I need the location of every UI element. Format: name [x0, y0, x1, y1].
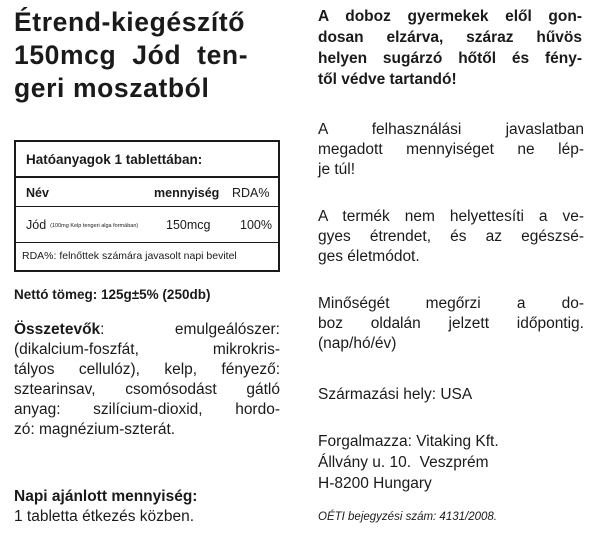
facts-divider	[16, 206, 278, 207]
dose-label: Napi ajánlott mennyiség:	[14, 488, 198, 505]
rda-footnote: RDA%: felnőttek számára javasolt napi bevitel	[22, 250, 237, 262]
facts-divider-bottom	[16, 242, 278, 243]
quality-line-1: Minőségét megőrzi a do-	[318, 295, 584, 312]
ingredients-block	[14, 320, 280, 440]
distributor-line-2: Állvány u. 10. Veszprém	[318, 454, 489, 471]
ingredients-line-6: zó: magnézium-szterát.	[14, 421, 176, 438]
column-header-name: Név	[26, 186, 49, 200]
product-title	[14, 6, 282, 105]
warning-line-3: helyen sugárzó hőtől és fény-	[318, 50, 582, 67]
ingredients-line-3: tályos cellulóz), kelp, fényező:	[14, 361, 280, 378]
facts-heading: Hatóanyagok 1 tablettában:	[26, 152, 203, 167]
ingredient-amount: 150mcg	[166, 218, 211, 232]
diet-line-3: ges életmódot.	[318, 248, 420, 265]
title-line-2: 150mcg Jód ten-	[14, 40, 249, 70]
storage-warning	[318, 6, 582, 90]
diet-line-2: gyes étrendet, és az egészsé-	[318, 228, 584, 245]
ingredients-text-1: : emulgeálószer:	[100, 321, 280, 338]
ingredients-line-1	[14, 320, 280, 340]
ingredients-line-2: (dikalcium-foszfát, mikrokris-	[14, 341, 280, 358]
warning-line-1: A doboz gyermekek elől gon-	[318, 8, 582, 25]
quality-line-3: (nap/hó/év)	[318, 335, 397, 352]
net-weight: Nettó tömeg: 125g±5% (250db)	[14, 287, 211, 302]
usage-warning	[318, 120, 584, 180]
quality-line-2: boz oldalán jelzett időpontig.	[318, 315, 584, 332]
usage-line-2: megadott mennyiséget ne lép-	[318, 141, 584, 158]
page-title	[14, 6, 282, 105]
ingredient-name: Jód	[26, 218, 47, 232]
country-of-origin: Származási hely: USA	[318, 386, 473, 403]
supplement-facts-table	[14, 140, 280, 272]
title-line-3: geri moszatból	[14, 73, 210, 103]
registration-number: OÉTI bejegyzési szám: 4131/2008.	[318, 511, 497, 523]
best-before	[318, 294, 584, 354]
distributor-line-3: H-8200 Hungary	[318, 475, 432, 492]
diet-line-1: A termék nem helyettesíti a ve-	[318, 208, 584, 225]
ingredient-rda: 100%	[240, 218, 272, 232]
table-row-name	[26, 218, 138, 232]
warning-line-4: től védve tartandó!	[318, 71, 457, 88]
dose-text: 1 tabletta étkezés közben.	[14, 508, 195, 525]
ingredients-line-5: anyag: szilícium-dioxid, hordo-	[14, 401, 280, 418]
ingredients-line-4: sztearinsav, csomósodást gátló	[14, 381, 280, 398]
facts-divider-thick	[16, 176, 278, 178]
column-header-amount: mennyiség	[154, 186, 220, 200]
usage-line-3: je túl!	[318, 161, 356, 178]
title-line-1: Étrend-kiegészítő	[14, 7, 246, 37]
ingredient-note: (100mg Kelp tengeri alga formában)	[50, 222, 139, 229]
ingredients-label: Összetevők	[14, 321, 101, 338]
warning-line-2: dosan elzárva, száraz hűvös	[318, 29, 582, 46]
column-header-rda: RDA%	[232, 186, 270, 200]
diet-disclaimer	[318, 207, 584, 267]
usage-line-1: A felhasználási javaslatban	[318, 121, 584, 138]
daily-dose	[14, 487, 280, 527]
distributor-line-1: Forgalmazza: Vitaking Kft.	[318, 433, 499, 450]
distributor-address	[318, 431, 584, 494]
